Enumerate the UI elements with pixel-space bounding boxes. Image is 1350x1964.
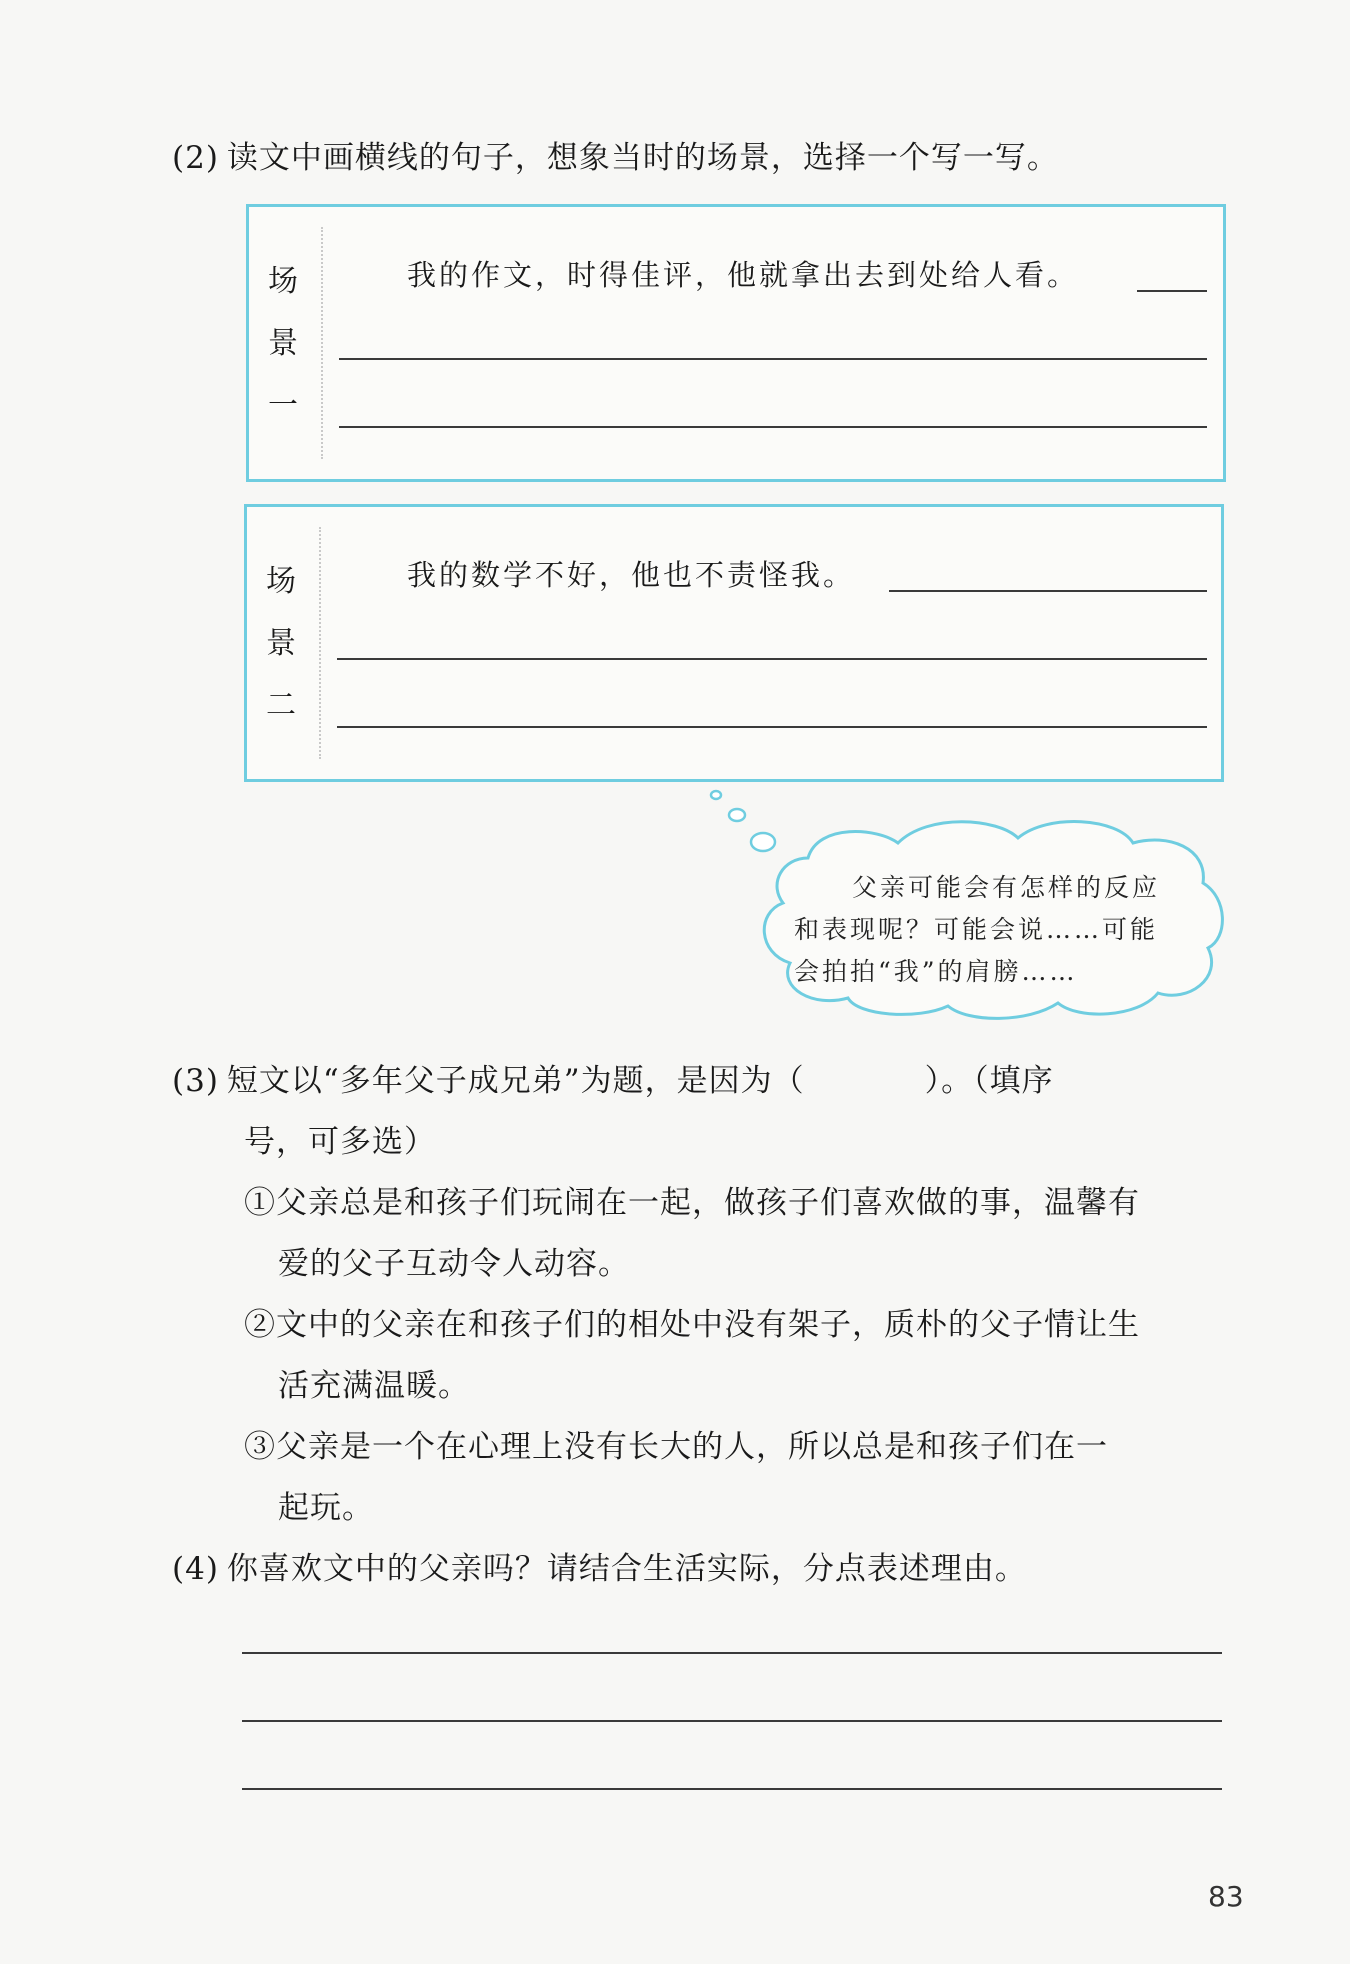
scene-two-prompt: 我的数学不好，他也不责怪我。: [407, 558, 856, 592]
write-line[interactable]: [1137, 290, 1207, 292]
question-text: 短文以“多年父子成兄弟”为题，是因为（: [226, 1063, 805, 1099]
question-number: (3): [172, 1063, 219, 1099]
question-2: [172, 132, 1059, 177]
question-number: (2): [172, 140, 219, 176]
scene-divider: [321, 227, 323, 459]
write-line[interactable]: [337, 726, 1207, 728]
question-text: 读文中画横线的句子，想象当时的场景，选择一个写一写。: [226, 140, 1059, 176]
question-text: 你喜欢文中的父亲吗？请结合生活实际，分点表述理由。: [226, 1551, 1027, 1587]
answer-line[interactable]: [242, 1788, 1222, 1790]
answer-line[interactable]: [242, 1720, 1222, 1722]
question-3-line2: 号，可多选）: [244, 1124, 436, 1160]
write-line[interactable]: [337, 658, 1207, 660]
hint-line: 和表现呢？可能会说……可能: [794, 915, 1159, 944]
scene-divider: [319, 527, 321, 759]
hint-line: 父亲可能会有怎样的反应: [852, 873, 1161, 902]
scene-one-box: [246, 204, 1226, 482]
page-number: 83: [1208, 1880, 1244, 1913]
cloud-shape: [738, 788, 1228, 1028]
write-line[interactable]: [889, 590, 1207, 592]
question-text-suffix: ）。（填序: [924, 1063, 1054, 1099]
option-2[interactable]: ②文中的父亲在和孩子们的相处中没有架子，质朴的父子情让生: [244, 1307, 1140, 1343]
scene-one-prompt: 我的作文，时得佳评，他就拿出去到处给人看。: [407, 258, 1080, 292]
option-1-cont: 爱的父子互动令人动容。: [278, 1246, 630, 1282]
question-4: [172, 1543, 1027, 1588]
hint-cloud: [738, 788, 1228, 1028]
option-3[interactable]: ③父亲是一个在心理上没有长大的人，所以总是和孩子们在一: [244, 1429, 1108, 1465]
option-1[interactable]: ①父亲总是和孩子们玩闹在一起，做孩子们喜欢做的事，温馨有: [244, 1185, 1140, 1221]
question-3: [172, 1055, 1054, 1100]
answer-line[interactable]: [242, 1652, 1222, 1654]
scene-two-label: 场 景 二: [266, 564, 296, 723]
question-number: (4): [172, 1551, 219, 1587]
write-line[interactable]: [339, 426, 1207, 428]
scene-two-box: [244, 504, 1224, 782]
option-2-cont: 活充满温暖。: [278, 1368, 470, 1404]
scene-one-label: 场 景 一: [268, 264, 298, 423]
hint-line: 会拍拍“我”的肩膀……: [794, 957, 1078, 986]
option-3-cont: 起玩。: [278, 1490, 374, 1526]
write-line[interactable]: [339, 358, 1207, 360]
